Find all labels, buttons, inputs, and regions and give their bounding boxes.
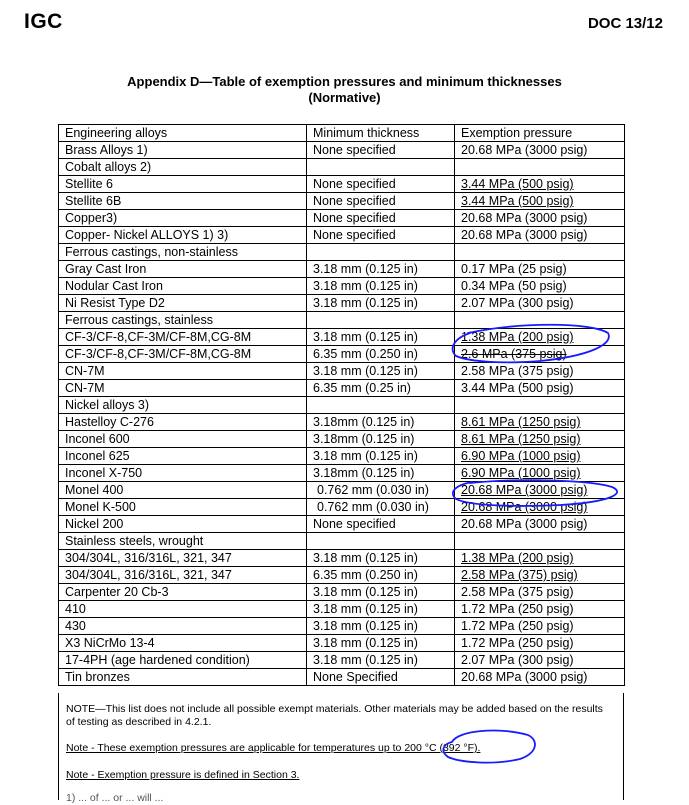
table-header-row (59, 125, 625, 142)
table-cell-thickness: 6.35 mm (0.250 in) (307, 346, 455, 363)
table-row (59, 550, 625, 567)
table-cell-pressure (455, 533, 625, 550)
table-cell-pressure: 20.68 MPa (3000 psig) (455, 142, 625, 159)
table-cell-alloy: 304/304L, 316/316L, 321, 347 (59, 567, 307, 584)
header-min-thickness: Minimum thickness (307, 125, 455, 142)
table-cell-alloy: CN-7M (59, 363, 307, 380)
table-cell-pressure: 20.68 MPa (3000 psig) (455, 482, 625, 499)
table-cell-alloy: CF-3/CF-8,CF-3M/CF-8M,CG-8M (59, 329, 307, 346)
table-row (59, 176, 625, 193)
table-cell-pressure: 3.44 MPa (500 psig) (455, 193, 625, 210)
table-cell-alloy: Monel K-500 (59, 499, 307, 516)
table-cell-alloy: Stellite 6 (59, 176, 307, 193)
table-row (59, 346, 625, 363)
table-cell-thickness: 3.18 mm (0.125 in) (307, 261, 455, 278)
table-cell-thickness: None specified (307, 176, 455, 193)
table-row (59, 295, 625, 312)
table-row (59, 244, 625, 261)
table-cell-alloy: Ni Resist Type D2 (59, 295, 307, 312)
table-cell-alloy: Hastelloy C-276 (59, 414, 307, 431)
table-cell-thickness: 3.18mm (0.125 in) (307, 414, 455, 431)
table-cell-thickness (307, 533, 455, 550)
note-footnote-partial: 1) ... of ... or ... will ... (66, 792, 164, 804)
table-cell-thickness: 6.35 mm (0.250 in) (307, 567, 455, 584)
table-cell-pressure: 2.58 MPa (375) psig) (455, 567, 625, 584)
table-cell-thickness: None specified (307, 193, 455, 210)
table-cell-thickness: 3.18 mm (0.125 in) (307, 601, 455, 618)
table-row (59, 584, 625, 601)
notes-section (58, 693, 624, 804)
table-cell-pressure: 20.68 MPa (3000 psig) (455, 499, 625, 516)
table-row (59, 618, 625, 635)
table-cell-alloy: X3 NiCrMo 13-4 (59, 635, 307, 652)
table-cell-thickness (307, 159, 455, 176)
table-cell-pressure (455, 312, 625, 329)
table-row (59, 380, 625, 397)
table-cell-pressure: 0.34 MPa (50 psig) (455, 278, 625, 295)
table-cell-alloy: CN-7M (59, 380, 307, 397)
table-cell-pressure: 0.17 MPa (25 psig) (455, 261, 625, 278)
table-row (59, 431, 625, 448)
table-cell-pressure: 2.58 MPa (375 psig) (455, 363, 625, 380)
table-cell-alloy: Copper3) (59, 210, 307, 227)
table-row (59, 533, 625, 550)
table-cell-pressure: 2.07 MPa (300 psig) (455, 652, 625, 669)
table-cell-pressure: 2.6 MPa (375 psig) (455, 346, 625, 363)
table-cell-pressure: 6.90 MPa (1000 psig) (455, 465, 625, 482)
table-cell-thickness: None specified (307, 142, 455, 159)
table-row (59, 397, 625, 414)
table-row (59, 414, 625, 431)
table-cell-alloy: Monel 400 (59, 482, 307, 499)
table-cell-alloy: Nodular Cast Iron (59, 278, 307, 295)
table-cell-thickness: 3.18mm (0.125 in) (307, 465, 455, 482)
table-cell-pressure: 1.38 MPa (200 psig) (455, 550, 625, 567)
table-cell-alloy: CF-3/CF-8,CF-3M/CF-8M,CG-8M (59, 346, 307, 363)
table-cell-pressure: 6.90 MPa (1000 psig) (455, 448, 625, 465)
title-line-2: (Normative) (308, 90, 381, 105)
table-cell-alloy: Copper- Nickel ALLOYS 1) 3) (59, 227, 307, 244)
table-cell-pressure (455, 397, 625, 414)
table-cell-pressure (455, 244, 625, 261)
title-line-1: Appendix D—Table of exemption pressures and minimum thicknesses (127, 74, 562, 89)
table-cell-pressure: 1.72 MPa (250 psig) (455, 601, 625, 618)
header-exemption-pressure: Exemption pressure (455, 125, 625, 142)
table-cell-thickness: None specified (307, 516, 455, 533)
table-cell-alloy: 410 (59, 601, 307, 618)
table-cell-thickness: 0.762 mm (0.030 in) (307, 482, 455, 499)
table-cell-thickness (307, 397, 455, 414)
table-row (59, 499, 625, 516)
table-cell-thickness: 3.18 mm (0.125 in) (307, 584, 455, 601)
table-cell-pressure: 3.44 MPa (500 psig) (455, 380, 625, 397)
table-cell-pressure: 2.07 MPa (300 psig) (455, 295, 625, 312)
table-cell-alloy: Stainless steels, wrought (59, 533, 307, 550)
table-cell-pressure: 3.44 MPa (500 psig) (455, 176, 625, 193)
table-cell-thickness: 3.18 mm (0.125 in) (307, 635, 455, 652)
table-cell-thickness: None Specified (307, 669, 455, 686)
table-cell-thickness: 3.18mm (0.125 in) (307, 431, 455, 448)
document-number: DOC 13/12 (587, 15, 663, 32)
table-row (59, 635, 625, 652)
table-row (59, 601, 625, 618)
table-cell-alloy: Nickel alloys 3) (59, 397, 307, 414)
table-cell-thickness: 3.18 mm (0.125 in) (307, 652, 455, 669)
table-cell-alloy: Cobalt alloys 2) (59, 159, 307, 176)
table-row (59, 142, 625, 159)
table-cell-pressure: 8.61 MPa (1250 psig) (455, 431, 625, 448)
table-row (59, 448, 625, 465)
table-cell-alloy: Inconel X-750 (59, 465, 307, 482)
table-cell-thickness: 6.35 mm (0.25 in) (307, 380, 455, 397)
org-logo-text: IGC (24, 10, 63, 33)
table-cell-alloy: 304/304L, 316/316L, 321, 347 (59, 550, 307, 567)
table-cell-pressure: 20.68 MPa (3000 psig) (455, 669, 625, 686)
page-title (0, 74, 689, 106)
table-cell-pressure: 8.61 MPa (1250 psig) (455, 414, 625, 431)
note-definition: Note - Exemption pressure is defined in Section 3. (66, 769, 300, 781)
table-cell-thickness: None specified (307, 227, 455, 244)
table-row (59, 278, 625, 295)
table-row (59, 652, 625, 669)
table-cell-alloy: 17-4PH (age hardened condition) (59, 652, 307, 669)
table-cell-pressure: 1.72 MPa (250 psig) (455, 635, 625, 652)
table-row (59, 261, 625, 278)
table-cell-alloy: Ferrous castings, stainless (59, 312, 307, 329)
header-alloys: Engineering alloys (59, 125, 307, 142)
table-row (59, 329, 625, 346)
table-row (59, 193, 625, 210)
exemption-table (58, 124, 625, 686)
table-cell-pressure (455, 159, 625, 176)
table-cell-alloy: Tin bronzes (59, 669, 307, 686)
table-cell-alloy: Stellite 6B (59, 193, 307, 210)
table-cell-alloy: Inconel 625 (59, 448, 307, 465)
note-materials-list: NOTE—This list does not include all possible exempt materials. Other materials may be added based on the results of testing as described in 4.2.1. (66, 703, 603, 728)
table-row (59, 227, 625, 244)
table-row (59, 210, 625, 227)
table-cell-pressure: 2.58 MPa (375 psig) (455, 584, 625, 601)
table-cell-alloy: Carpenter 20 Cb-3 (59, 584, 307, 601)
table-cell-thickness: 3.18 mm (0.125 in) (307, 618, 455, 635)
table-cell-pressure: 1.38 MPa (200 psig) (455, 329, 625, 346)
table-row (59, 567, 625, 584)
table-row (59, 669, 625, 686)
table-row (59, 312, 625, 329)
table-cell-thickness: 0.762 mm (0.030 in) (307, 499, 455, 516)
table-row (59, 465, 625, 482)
table-cell-thickness: 3.18 mm (0.125 in) (307, 278, 455, 295)
table-cell-alloy: Brass Alloys 1) (59, 142, 307, 159)
table-cell-thickness: 3.18 mm (0.125 in) (307, 550, 455, 567)
table-cell-alloy: Ferrous castings, non-stainless (59, 244, 307, 261)
table-cell-thickness: 3.18 mm (0.125 in) (307, 295, 455, 312)
table-cell-pressure: 20.68 MPa (3000 psig) (455, 210, 625, 227)
table-cell-thickness (307, 312, 455, 329)
table-cell-pressure: 1.72 MPa (250 psig) (455, 618, 625, 635)
table-cell-alloy: 430 (59, 618, 307, 635)
table-cell-thickness: 3.18 mm (0.125 in) (307, 363, 455, 380)
table-row (59, 516, 625, 533)
table-row (59, 159, 625, 176)
note-temperature: Note - These exemption pressures are applicable for temperatures up to 200 °C (392 °F). (66, 742, 481, 754)
table-cell-thickness: None specified (307, 210, 455, 227)
table-cell-thickness (307, 244, 455, 261)
table-row (59, 363, 625, 380)
table-cell-alloy: Nickel 200 (59, 516, 307, 533)
table-cell-thickness: 3.18 mm (0.125 in) (307, 329, 455, 346)
exemption-table-container (58, 124, 624, 686)
table-cell-pressure: 20.68 MPa (3000 psig) (455, 227, 625, 244)
table-cell-thickness: 3.18 mm (0.125 in) (307, 448, 455, 465)
table-cell-alloy: Inconel 600 (59, 431, 307, 448)
table-row (59, 482, 625, 499)
table-cell-alloy: Gray Cast Iron (59, 261, 307, 278)
table-cell-pressure: 20.68 MPa (3000 psig) (455, 516, 625, 533)
